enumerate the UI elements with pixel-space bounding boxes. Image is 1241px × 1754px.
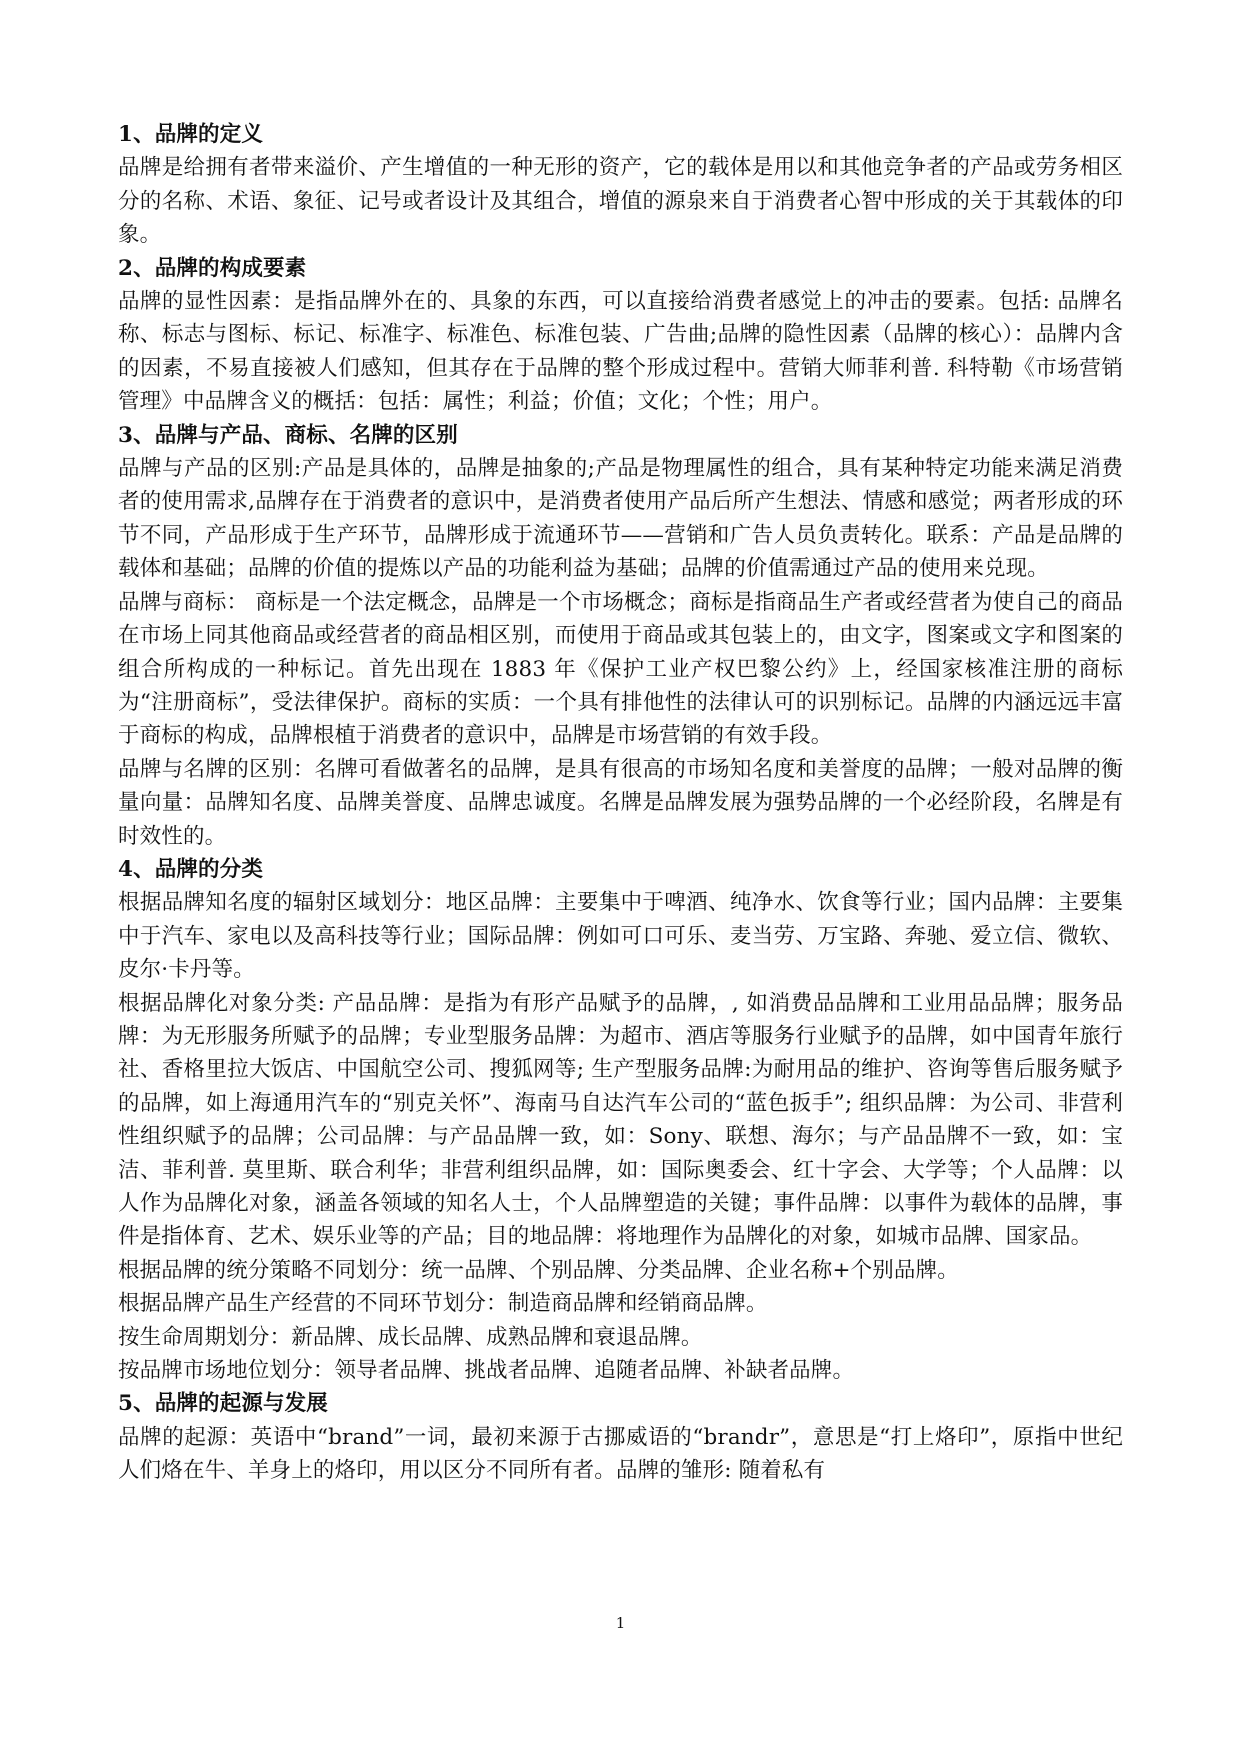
section-brand-elements — [118, 252, 1123, 419]
section-brand-origin — [118, 1387, 1123, 1487]
paragraph: 品牌与商标： 商标是一个法定概念，品牌是一个市场概念；商标是指商品生产者或经营者为使自己的商品在市场上同其他商品或经营者的商品相区别，而使用于商品或其包装上的，由文字，图案或文字和图案的组合所构成的一种标记。首先出现在 1883 年《保护工业产权巴黎公约》上，经国家核准注册的商标为“注册商标”，受法律保护。商标的实质：一个具有排他性的法律认可的识别标记。品牌的内涵远远丰富于商标的构成，品牌根植于消费者的意识中，品牌是市场营销的有效手段。 — [118, 589, 1123, 749]
section-heading: 5、品牌的起源与发展 — [118, 1391, 328, 1417]
section-brand-differences — [118, 419, 1123, 853]
section-heading: 1、品牌的定义 — [118, 122, 264, 147]
paragraph: 品牌与产品的区别:产品是具体的，品牌是抽象的;产品是物理属性的组合，具有某种特定功能来满足消费者的使用需求,品牌存在于消费者的意识中，是消费者使用产品后所产生想法、情感和感觉；两者形成的环节不同，产品形成于生产环节，品牌形成于流通环节——营销和广告人员负责转化。联系：产品是品牌的载体和基础；品牌的价值的提炼以产品的功能利益为基础；品牌的价值需通过产品的使用来兑现。 — [118, 456, 1123, 582]
section-brand-classification — [118, 853, 1123, 1388]
paragraph: 品牌与名牌的区别：名牌可看做著名的品牌，是具有很高的市场知名度和美誉度的品牌；一般对品牌的衡量向量：品牌知名度、品牌美誉度、品牌忠诚度。名牌是品牌发展为强势品牌的一个必经阶段，名牌是有时效性的。 — [118, 756, 1123, 849]
paragraph: 品牌的显性因素：是指品牌外在的、具象的东西，可以直接给消费者感觉上的冲击的要素。包括: 品牌名称、标志与图标、标记、标准字、标准色、标准包装、广告曲;品牌的隐性因素（品牌的核心）：品牌内含的因素，不易直接被人们感知，但其存在于品牌的整个形成过程中。营销大师菲利普. 科特勒《市场营销管理》中品牌含义的概括：包括：属性；利益；价值；文化；个性；用户。 — [118, 289, 1123, 415]
section-brand-definition — [118, 118, 1123, 252]
paragraph: 按品牌市场地位划分：领导者品牌、挑战者品牌、追随者品牌、补缺者品牌。 — [118, 1358, 855, 1384]
paragraph: 按生命周期划分：新品牌、成长品牌、成熟品牌和衰退品牌。 — [118, 1324, 703, 1350]
paragraph: 根据品牌的统分策略不同划分：统一品牌、个别品牌、分类品牌、企业名称+个别品牌。 — [118, 1257, 959, 1283]
page-number: 1 — [615, 1614, 626, 1632]
document-page — [118, 118, 1123, 1488]
section-heading: 4、品牌的分类 — [118, 856, 264, 882]
paragraph: 根据品牌化对象分类: 产品品牌：是指为有形产品赋予的品牌，, 如消费品品牌和工业用品品牌；服务品牌：为无形服务所赋予的品牌；专业型服务品牌：为超市、酒店等服务行业赋予的品牌，如中国青年旅行社、香格里拉大饭店、中国航空公司、搜狐网等; 生产型服务品牌:为耐用品的维护、咨询等售后服务赋予的品牌，如上海通用汽车的“别克关怀”、海南马自达汽车公司的“蓝色扳手”; 组织品牌：为公司、非营利性组织赋予的品牌；公司品牌：与产品品牌一致，如：Sony、联想、海尔；与产品品牌不一致，如：宝洁、菲利普. 莫里斯、联合利华；非营利组织品牌，如：国际奥委会、红十字会、大学等；个人品牌：以人作为品牌化对象，涵盖各领域的知名人士，个人品牌塑造的关键；事件品牌：以事件为载体的品牌，事件是指体育、艺术、娱乐业等的产品；目的地品牌：将地理作为品牌化的对象，如城市品牌、国家品。 — [118, 990, 1123, 1250]
paragraph: 品牌是给拥有者带来溢价、产生增值的一种无形的资产，它的载体是用以和其他竞争者的产品或劳务相区分的名称、术语、象征、记号或者设计及其组合，增值的源泉来自于消费者心智中形成的关于其载体的印象。 — [118, 155, 1123, 248]
section-heading: 3、品牌与产品、商标、名牌的区别 — [118, 422, 458, 448]
paragraph: 根据品牌产品生产经营的不同环节划分：制造商品牌和经销商品牌。 — [118, 1291, 768, 1317]
section-heading: 2、品牌的构成要素 — [118, 255, 307, 281]
paragraph: 品牌的起源：英语中“brand”一词，最初来源于古挪威语的“brandr”，意思是“打上烙印”，原指中世纪人们烙在牛、羊身上的烙印，用以区分不同所有者。品牌的雏形: 随着私有 — [118, 1424, 1123, 1484]
paragraph: 根据品牌知名度的辐射区域划分：地区品牌：主要集中于啤酒、纯净水、饮食等行业；国内品牌：主要集中于汽车、家电以及高科技等行业；国际品牌：例如可口可乐、麦当劳、万宝路、奔驰、爱立信、微软、皮尔·卡丹等。 — [118, 890, 1123, 983]
